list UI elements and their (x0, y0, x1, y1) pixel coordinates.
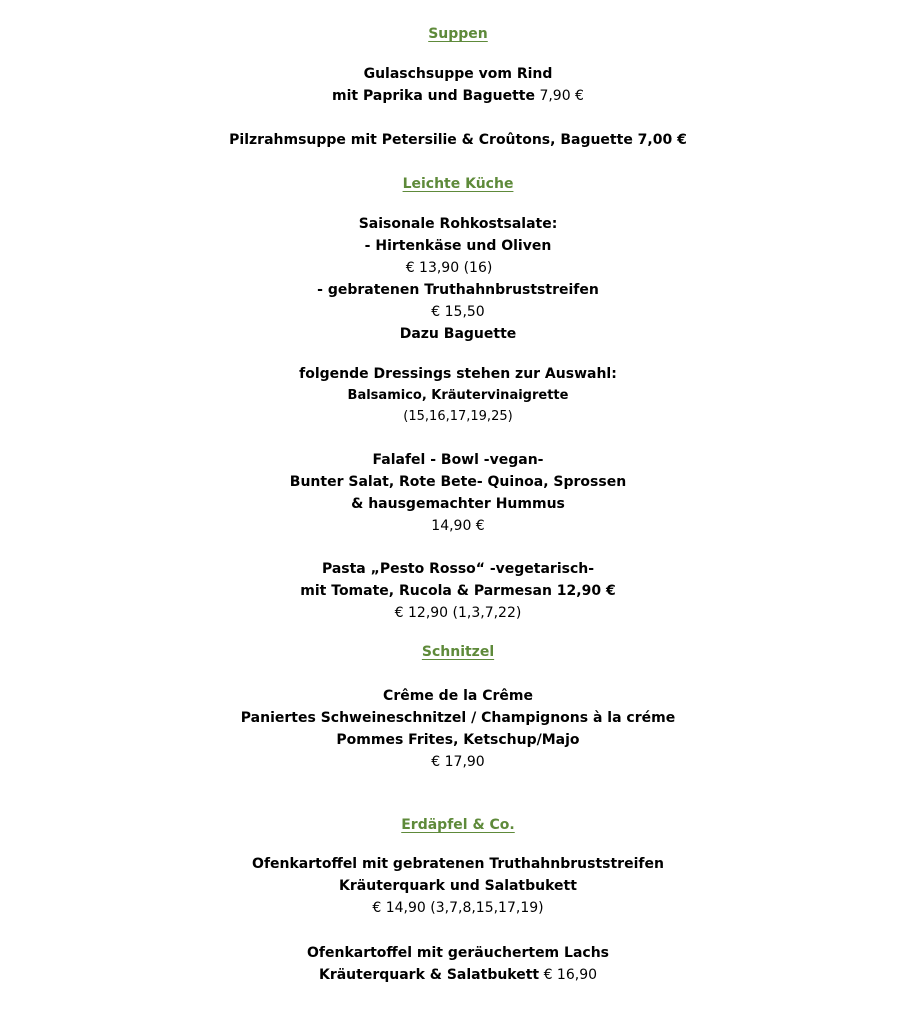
menu-item-price: € 16,90 (543, 967, 598, 983)
menu-item-description: Kräuterquark und Salatbukett (339, 878, 577, 894)
menu-item-description: Balsamico, Kräutervinaigrette (347, 388, 569, 403)
menu-item-description: mit Tomate, Rucola & Parmesan 12,90 € (300, 583, 616, 599)
menu-item-title: Ofenkartoffel mit gebratenen Truthahnbruststreifen (252, 856, 664, 872)
menu-item-title: Ofenkartoffel mit geräuchertem Lachs (306, 945, 609, 961)
section-heading-suppen: Suppen (428, 26, 488, 42)
menu-item-price: € 13,90 (16) (405, 260, 493, 276)
menu-item-description: Bunter Salat, Rote Bete- Quinoa, Sprossen (289, 474, 627, 490)
menu-item-price: € 17,90 (431, 754, 485, 770)
section-heading-erdaepfel: Erdäpfel & Co. (401, 817, 515, 833)
menu-item-line (0, 86, 916, 106)
menu-item-description: & hausgemachter Hummus (351, 496, 565, 512)
menu-item-title: Saisonale Rohkostsalate: (358, 216, 558, 232)
section-heading-leichte-kueche: Leichte Küche (402, 176, 514, 192)
menu-item-title: Crême de la Crême (383, 688, 533, 704)
menu-item-price: 14,90 € (431, 518, 485, 534)
menu-item-line (0, 965, 916, 985)
section-heading-schnitzel: Schnitzel (421, 644, 495, 660)
menu-item-title: Pilzrahmsuppe mit Petersilie & Croûtons, Baguette 7,00 € (229, 132, 687, 148)
menu-item-title: Gulaschsuppe vom Rind (363, 66, 553, 82)
menu-item-allergens: (15,16,17,19,25) (403, 409, 513, 424)
menu-item-description: mit Paprika und Baguette (332, 88, 535, 104)
menu-item-option: - Hirtenkäse und Oliven (364, 238, 552, 254)
menu-item-price: € 12,90 (1,3,7,22) (394, 605, 522, 621)
menu-item-price: 7,90 € (539, 88, 584, 104)
menu-item-price: € 15,50 (431, 304, 485, 320)
menu-item-title: folgende Dressings stehen zur Auswahl: (299, 366, 617, 382)
menu-item-price: € 14,90 (3,7,8,15,17,19) (372, 900, 544, 916)
menu-item-title: Pasta „Pesto Rosso“ -vegetarisch- (321, 561, 595, 577)
menu-item-description: Paniertes Schweineschnitzel / Champignons à la créme (240, 710, 676, 726)
menu-item-title: Falafel - Bowl -vegan- (372, 452, 544, 468)
menu-item-option: - gebratenen Truthahnbruststreifen (317, 282, 599, 298)
menu-item-description: Pommes Frites, Ketschup/Majo (336, 732, 580, 748)
menu-item-description: Kräuterquark & Salatbukett (318, 967, 540, 983)
menu-item-description: Dazu Baguette (399, 326, 517, 342)
